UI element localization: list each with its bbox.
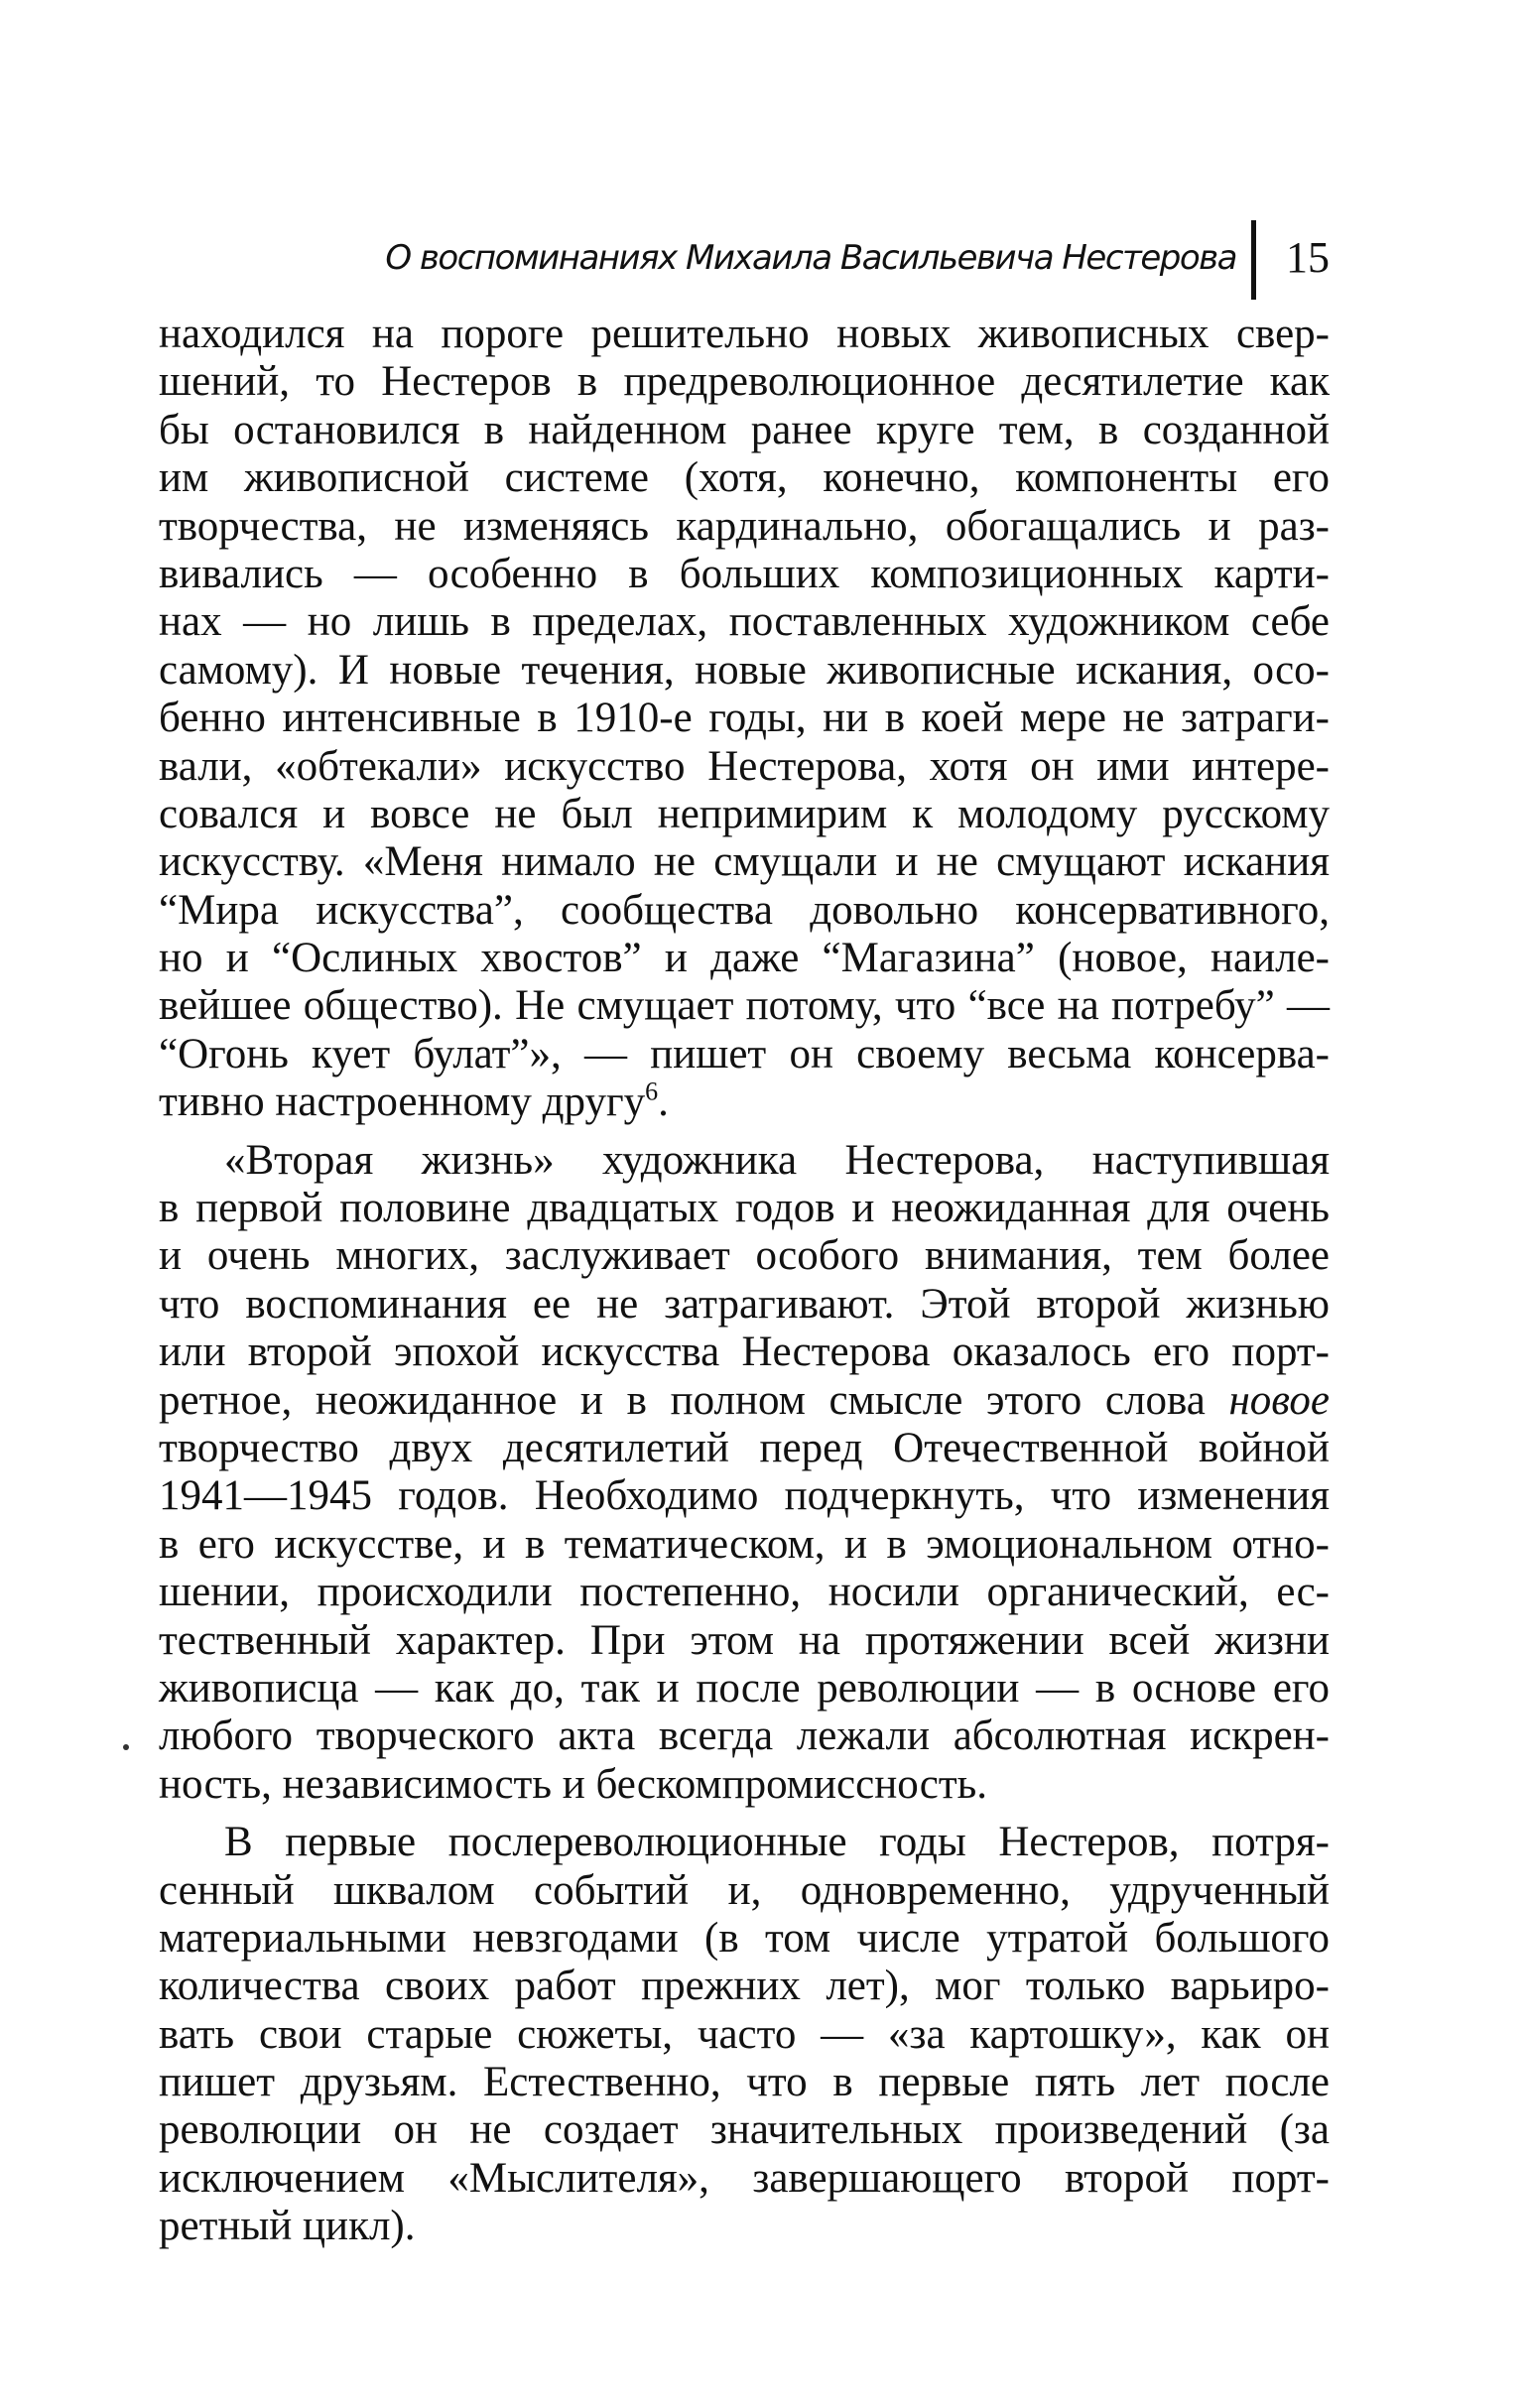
text-line: находился на пороге решительно новых живописных свер- xyxy=(159,311,1330,357)
paragraph-2 xyxy=(159,1137,1330,1809)
text-line: количества своих работ прежних лет), мог только варьиро- xyxy=(159,1963,1330,2010)
text-line: или второй эпохой искусства Нестерова оказалось его порт- xyxy=(159,1329,1330,1376)
page-number: 15 xyxy=(1286,233,1330,282)
header-divider xyxy=(1251,220,1256,300)
text-line: вейшее общество). Не смущает потому, что “все на потребу” — xyxy=(159,982,1330,1030)
text-line: “Мира искусства”, сообщества довольно консервативного, xyxy=(159,886,1330,934)
text-line: тественный характер. При этом на протяжении всей жизни xyxy=(159,1616,1330,1664)
text-line: «Вторая жизнь» художника Нестерова, наступившая xyxy=(224,1136,1330,1184)
text-line: революции он не создает значительных произведений (за xyxy=(159,2106,1330,2154)
text-line: в его искусстве, и в тематическом, и в эмоциональном отно- xyxy=(159,1520,1330,1568)
text-body xyxy=(159,311,1330,2251)
text-line: нах — но лишь в пределах, поставленных художником себе xyxy=(159,598,1330,646)
text-line: вивались — особенно в больших композиционных карти- xyxy=(159,550,1330,597)
text-line: пишет друзьям. Естественно, что в первые пять лет после xyxy=(159,2059,1330,2106)
text-line: творчества, не изменяясь кардинально, обогащались и раз- xyxy=(159,502,1330,550)
text-line: и очень многих, заслуживает особого внимания, тем более xyxy=(159,1232,1330,1280)
text-line: вали, «обтекали» искусство Нестерова, хотя он ими интере- xyxy=(159,742,1330,790)
margin-dot xyxy=(123,1744,129,1750)
text-fragment: ретное, неожиданное и в полном смысле этого слова xyxy=(159,1376,1229,1424)
text-line: сенный шквалом событий и, одновременно, удрученный xyxy=(159,1866,1330,1914)
text-line: исключением «Мыслителя», завершающего второй порт- xyxy=(159,2154,1330,2202)
text-line: материальными невзгодами (в том числе утратой большого xyxy=(159,1914,1330,1962)
text-fragment: тивно настроенному другу xyxy=(159,1078,646,1126)
paragraph-3 xyxy=(159,1819,1330,2251)
text-line xyxy=(159,1377,1330,1425)
text-line: любого творческого акта всегда лежали абсолютная искрен- xyxy=(159,1712,1330,1760)
text-line: бенно интенсивные в 1910-е годы, ни в коей мере не затраги- xyxy=(159,695,1330,742)
text-line: им живописной системе (хотя, конечно, компоненты его xyxy=(159,454,1330,502)
text-line-last: ность, независимость и бескомпромиссность. xyxy=(159,1760,988,1808)
text-line: творчество двух десятилетий перед Отечественной войной xyxy=(159,1424,1330,1471)
text-line: вать свои старые сюжеты, часто — «за картошку», как он xyxy=(159,2010,1330,2058)
text-line: шении, происходили постепенно, носили органический, ес- xyxy=(159,1569,1330,1616)
text-fragment: . xyxy=(658,1078,669,1126)
text-line: бы остановился в найденном ранее круге тем, в созданной xyxy=(159,406,1330,453)
running-header-title: О воспоминаниях Михаила Васильевича Нестерова xyxy=(385,238,1236,278)
text-line: живописца — как до, так и после революции — в основе его xyxy=(159,1664,1330,1711)
text-line: “Огонь кует булат”», — пишет он своему весьма консерва- xyxy=(159,1030,1330,1077)
running-header xyxy=(159,220,1330,300)
emphasis-word: новое xyxy=(1228,1376,1330,1424)
text-line: самому). И новые течения, новые живописные искания, осо- xyxy=(159,646,1330,694)
text-line: В первые послереволюционные годы Нестеров, потря- xyxy=(224,1819,1330,1866)
text-line: совался и вовсе не был непримирим к молодому русскому xyxy=(159,790,1330,837)
text-line: что воспоминания ее не затрагивают. Этой второй жизнью xyxy=(159,1280,1330,1328)
text-line: 1941—1945 годов. Необходимо подчеркнуть, что изменения xyxy=(159,1472,1330,1520)
footnote-marker[interactable]: 6 xyxy=(645,1077,659,1106)
text-line: но и “Ослиных хвостов” и даже “Магазина” (новое, наиле- xyxy=(159,935,1330,982)
text-line: искусству. «Меня нимало не смущали и не смущают искания xyxy=(159,838,1330,886)
text-line-last xyxy=(159,1078,1330,1126)
text-line: шений, то Нестеров в предреволюционное десятилетие как xyxy=(159,358,1330,406)
text-line-last: ретный цикл). xyxy=(159,2203,416,2250)
text-line: в первой половине двадцатых годов и неожиданная для очень xyxy=(159,1185,1330,1232)
paragraph-1 xyxy=(159,311,1330,1127)
